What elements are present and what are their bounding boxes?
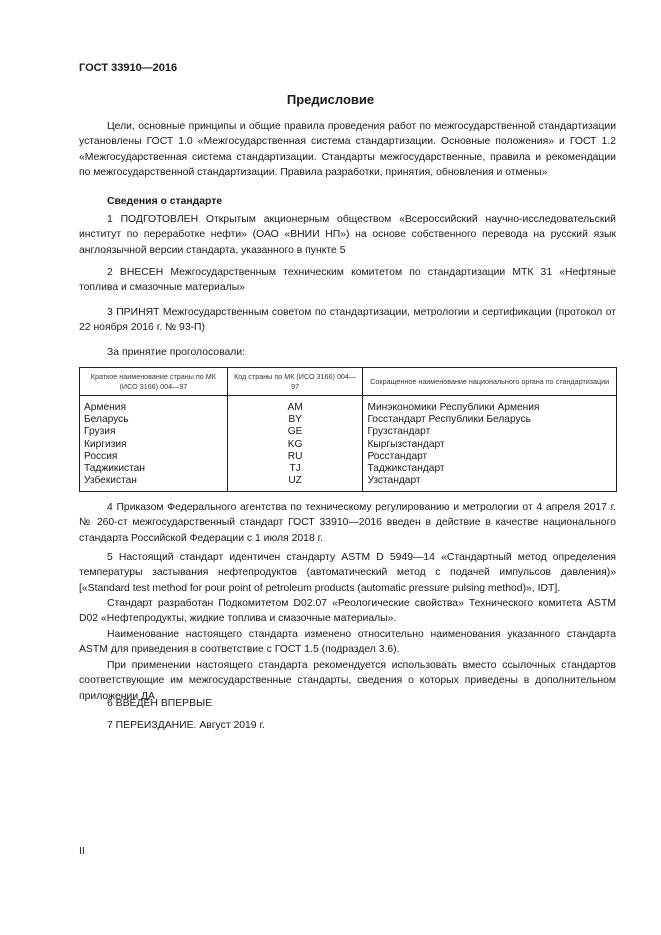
cell-code: GE bbox=[227, 426, 363, 438]
document-header: ГОСТ 33910—2016 bbox=[79, 62, 178, 74]
cell-body: Минэкономики Республики Армения bbox=[363, 396, 617, 415]
cell-country: Киргизия bbox=[80, 439, 228, 451]
cell-body: Росстандарт bbox=[363, 451, 617, 463]
item-4 bbox=[79, 500, 616, 546]
item-4-text: 4 Приказом Федерального агентства по техническому регулированию и метрологии от 4 апреля 2017 г. № 260-ст межгосударственный стандарт ГОСТ 33910—2016 введен в действие в качестве национального стандарта Российской Федерации с 1 июля 2018 г. bbox=[79, 502, 616, 544]
table-header-body: Сокращенное наименование национального органа по стандартизации bbox=[363, 368, 617, 396]
table-row bbox=[80, 414, 617, 426]
item-3-text: 3 ПРИНЯТ Межгосударственным советом по стандартизации, метрологии и сертификации (протокол от 22 ноября 2016 г. № 93-П) bbox=[79, 307, 616, 334]
cell-country: Армения bbox=[80, 396, 228, 415]
item-1 bbox=[79, 212, 616, 258]
item-6 bbox=[79, 696, 616, 711]
cell-country: Беларусь bbox=[80, 414, 228, 426]
item-7 bbox=[79, 718, 616, 733]
cell-body: Грузстандарт bbox=[363, 426, 617, 438]
item-5 bbox=[79, 550, 616, 596]
cell-country: Россия bbox=[80, 451, 228, 463]
page-number: II bbox=[79, 846, 85, 857]
table-row bbox=[80, 396, 617, 415]
section-heading: Сведения о стандарте bbox=[107, 196, 223, 207]
item-1-text: 1 ПОДГОТОВЛЕН Открытым акционерным обществом «Всероссийский научно-исследовательский институт по переработке нефти» (ОАО «ВНИИ НП») на основе собственного перевода на русский язык англоязычной версии стандарта, указанного в пункте 5 bbox=[79, 214, 616, 256]
cell-code: TJ bbox=[227, 463, 363, 475]
table-row bbox=[80, 463, 617, 475]
item-5-text: 5 Настоящий стандарт идентичен стандарту ASTM D 5949—14 «Стандартный метод определения температуры застывания нефтепродуктов (автоматический метод с подачей импульсов давления)» [«Standard test method for pour point of petroleum products (automatic pressure pulsing method)», IDT]. bbox=[79, 552, 616, 594]
voting-table bbox=[79, 367, 617, 492]
cell-country: Таджикистан bbox=[80, 463, 228, 475]
cell-country: Грузия bbox=[80, 426, 228, 438]
intro-text: Цели, основные принципы и общие правила проведения работ по межгосударственной стандартизации установлены ГОСТ 1.0 «Межгосударственная система стандартизации. Основные положения» и ГОСТ 1.2 «Межгосударственная система стандартизации. Стандарты межгосударственные, правила и рекомендации по межгосударственной стандартизации. Правила разработки, принятия, обновления и отмены» bbox=[79, 121, 616, 179]
cell-country: Узбекистан bbox=[80, 475, 228, 492]
voted-text: За принятие проголосовали: bbox=[107, 347, 246, 358]
cell-code: UZ bbox=[227, 475, 363, 492]
item-2 bbox=[79, 265, 616, 296]
intro-paragraph bbox=[79, 119, 616, 181]
item-5-name-change-text: Наименование настоящего стандарта изменено относительно наименования указанного стандарта ASTM для приведения в соответствие с ГОСТ 1.5 (подраздел 3.6). bbox=[79, 629, 616, 656]
cell-body: Таджикстандарт bbox=[363, 463, 617, 475]
item-6-text: 6 ВВЕДЕН ВПЕРВЫЕ bbox=[107, 698, 213, 709]
cell-body: Узстандарт bbox=[363, 475, 617, 492]
cell-body: Госстандарт Республики Беларусь bbox=[363, 414, 617, 426]
item-7-text: 7 ПЕРЕИЗДАНИЕ. Август 2019 г. bbox=[107, 720, 265, 731]
item-5-developer bbox=[79, 596, 616, 627]
cell-code: RU bbox=[227, 451, 363, 463]
table-header-code: Код страны по МК (ИСО 3166) 004—97 bbox=[227, 368, 363, 396]
table-row bbox=[80, 475, 617, 492]
item-5-references-text: При применении настоящего стандарта рекомендуется использовать вместо ссылочных стандартов соответствующие им межгосударственные стандарты, сведения о которых приведены в дополнительном приложении ДА bbox=[79, 660, 616, 702]
cell-body: Кыргызстандарт bbox=[363, 439, 617, 451]
table-header-row bbox=[80, 368, 617, 396]
cell-code: BY bbox=[227, 414, 363, 426]
table-row bbox=[80, 426, 617, 438]
cell-code: AM bbox=[227, 396, 363, 415]
item-5-name-change bbox=[79, 627, 616, 658]
table-row bbox=[80, 451, 617, 463]
item-5-developer-text: Стандарт разработан Подкомитетом D02.07 «Реологические свойства» Технического комитета ASTM D02 «Нефтепродукты, жидкие топлива и смазочные материалы». bbox=[79, 598, 616, 625]
page-title: Предисловие bbox=[286, 92, 375, 107]
item-3 bbox=[79, 305, 616, 336]
item-2-text: 2 ВНЕСЕН Межгосударственным техническим комитетом по стандартизации МТК 31 «Нефтяные топлива и смазочные материалы» bbox=[79, 267, 616, 294]
voted-label bbox=[79, 345, 616, 360]
table-row bbox=[80, 439, 617, 451]
cell-code: KG bbox=[227, 439, 363, 451]
table-header-country: Краткое наименование страны по МК (ИСО 3166) 004—97 bbox=[80, 368, 228, 396]
